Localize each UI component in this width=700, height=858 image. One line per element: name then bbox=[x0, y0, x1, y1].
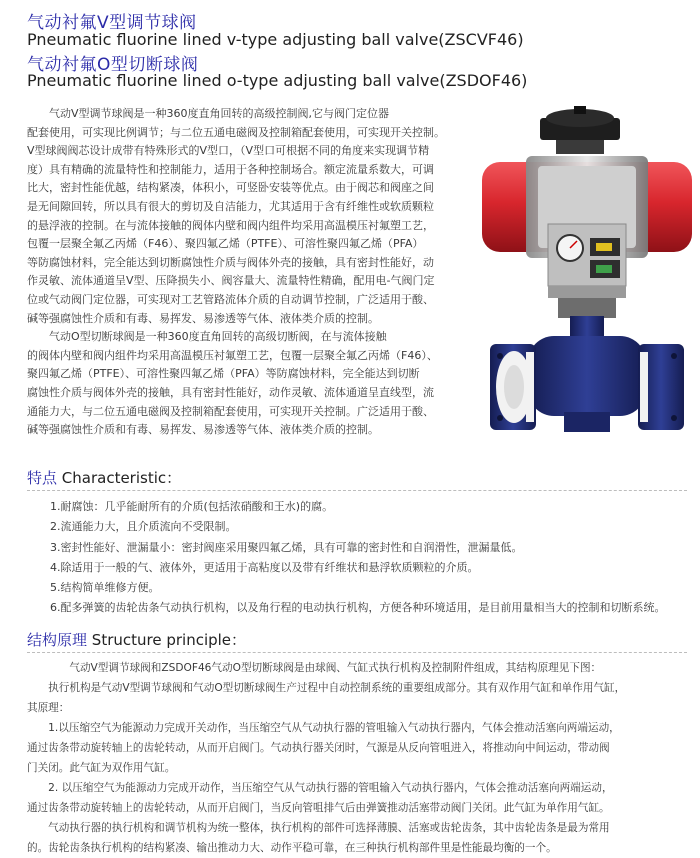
intro-line: 聚四氟乙烯（PTFE）、可溶性聚四氟乙烯（PFA）等防腐蚀材料，完全能达到切断 bbox=[27, 367, 420, 381]
intro-line: 气动V型调节球阀是一种360度直角回转的高级控制阀,它与阀门定位器 bbox=[27, 107, 390, 120]
structure-line: 2. 以压缩空气为能源动力完成开动作，当压缩空气从气动执行器的管咀输入气动执行器内，气体会推动活塞向两端运动， bbox=[27, 782, 613, 794]
structure-line: 1.以压缩空气为能源动力完成开关动作，当压缩空气从气动执行器的管咀输入气动执行器内，气体会推动活塞向两端运动， bbox=[27, 722, 620, 734]
intro-line: 通能力大，与二位五通电磁阀及控制箱配套使用，可实现开关控制。广泛适用于酸、 bbox=[27, 404, 434, 418]
section-divider bbox=[27, 490, 687, 491]
structure-line: 气动执行器的执行机构和调节机构为统一整体，执行机构的部件可选择薄膜、活塞或齿轮齿条，其中齿轮齿条是最为常用 bbox=[27, 822, 610, 834]
characteristic-heading-en: Characteristic： bbox=[61, 469, 182, 487]
intro-line: 碱等强腐蚀性介质和有毒、易挥发、易渗透等气体、液体类介质的控制。 bbox=[27, 423, 379, 437]
intro-line: 位或气动阀门定位器，可实现对工艺管路流体介质的自动调节控制，广泛适用于酸、 bbox=[27, 292, 434, 306]
intro-line: 的悬浮液的控制。在与流体接触的阀体内壁和阀内组件均采用高温模压衬氟塑工艺， bbox=[27, 218, 434, 232]
intro-line: 包覆一层聚全氟乙丙烯（F46）、聚四氟乙烯（PTFE）、可溶性聚四氟乙烯（PFA） bbox=[27, 237, 424, 251]
structure-line: 执行机构是气动V型调节球阀和气动O型切断球阀生产过程中自动控制系统的重要组成部分。其有双作用气缸和单作用气缸， bbox=[27, 682, 626, 694]
intro-line: V型球阀阀芯设计成带有特殊形式的V型口，（V型口可根据不同的角度来实现调节精 bbox=[27, 144, 430, 158]
intro-line: 度）具有精确的流量特性和控制能力，适用于各种控制场合。额定流量系数大，可调 bbox=[27, 162, 434, 176]
structure-line: 的。齿轮齿条执行机构的结构紧凑、输出推动力大、动作平稳可靠，在三种执行机构部件里是性能最均衡的一个。 bbox=[27, 842, 557, 854]
list-item: 4.除适用于一般的气、液体外，更适用于高粘度以及带有纤维状和悬浮软质颗粒的介质。 bbox=[50, 560, 479, 574]
list-item: 6.配多弹簧的齿轮齿条气动执行机构，以及角行程的电动执行机构，方便各种环境适用，是目前用量相当大的控制和切断系统。 bbox=[50, 601, 666, 615]
structure-line: 通过齿条带动旋转轴上的齿轮转动，从而开启阀门。气动执行器关闭时，气源是从反向管咀进入，将推动向中间运动，带动阀 bbox=[27, 742, 610, 754]
intro-line: 气动O型切断球阀是一种360度直角回转的高级切断阀，在与流体接触 bbox=[27, 330, 387, 344]
intro-line: 配套使用，可实现比例调节；与二位五通电磁阀及控制箱配套使用，可实现开关控制。 bbox=[27, 125, 445, 139]
list-item: 3.密封性能好、泄漏量小：密封阀座采用聚四氟乙烯，具有可靠的密封性和自润滑性，泄漏量低。 bbox=[50, 540, 523, 554]
intro-line: 是无间隙回转，所以具有很大的剪切及自洁能力，尤其适用于含有纤维性或软质颗粒 bbox=[27, 199, 434, 213]
valve-body bbox=[528, 336, 646, 416]
structure-line: 气动V型调节球阀和ZSDOF46气动O型切断球阀是由球阀、气缸式执行机构及控制附件组成，其结构原理见下图： bbox=[27, 662, 602, 674]
intro-line: 腐蚀性介质与阀体外壳的接触，具有密封性能好，动作灵敏、流体通道呈直线型，流 bbox=[27, 385, 434, 399]
list-item: 5.结构简单维修方便。 bbox=[50, 581, 160, 595]
intro-line: 作灵敏、流体通道呈V型、压降损失小、阀容量大、流量特性精确，配用电-气阀门定 bbox=[27, 274, 435, 288]
structure-heading-cn: 结构原理 bbox=[27, 631, 88, 649]
characteristic-list bbox=[50, 497, 666, 619]
title-cn-v-type: 气动衬氟V型调节球阀 bbox=[27, 13, 197, 33]
list-item: 2.流通能力大，且介质流向不受限制。 bbox=[50, 520, 237, 534]
intro-line: 比大，密封性能优越，结构紧凑，体积小，可竖卧安装等优点。由于阀芯和阀座之间 bbox=[27, 181, 434, 195]
structure-line: 通过齿条带动旋转轴上的齿轮转动，从而开启阀门，当反向管咀排气后由弹簧推动活塞带动阀门关闭。此气缸为单作用气缸。 bbox=[27, 802, 610, 814]
title-en-o-type: Pneumatic fluorine lined o-type adjusting ball valve(ZSDOF46) bbox=[27, 71, 528, 90]
structure-line: 门关闭。此气缸为双作用气缸。 bbox=[27, 762, 176, 774]
intro-text bbox=[27, 105, 477, 440]
characteristic-heading bbox=[27, 467, 181, 488]
list-item: 1.耐腐蚀：几乎能耐所有的介质(包括浓硝酸和王水)的腐。 bbox=[50, 500, 334, 513]
intro-line: 碱等强腐蚀性介质和有毒、易挥发、易渗透等气体、液体类介质的控制。 bbox=[27, 311, 379, 325]
title-cn-o-type: 气动衬氟O型切断球阀 bbox=[27, 55, 199, 75]
structure-text bbox=[27, 658, 625, 858]
title-en-v-type: Pneumatic fluorine lined v-type adjusting ball valve(ZSCVF46) bbox=[27, 30, 524, 49]
characteristic-heading-cn: 特点 bbox=[27, 469, 58, 487]
intro-line: 的阀体内壁和阀内组件均采用高温模压衬氟塑工艺，包覆一层聚全氟乙丙烯（F46）、 bbox=[27, 348, 438, 362]
structure-heading-en: Structure principle： bbox=[91, 631, 247, 649]
intro-line: 等防腐蚀材料，完全能达到切断腐蚀性介质与阀体外壳的接触，具有密封性能好，动 bbox=[27, 255, 434, 269]
pneumatic-ball-valve-photo bbox=[478, 100, 696, 450]
section-divider bbox=[27, 652, 687, 653]
structure-line: 其原理： bbox=[27, 702, 70, 714]
structure-heading bbox=[27, 629, 246, 650]
